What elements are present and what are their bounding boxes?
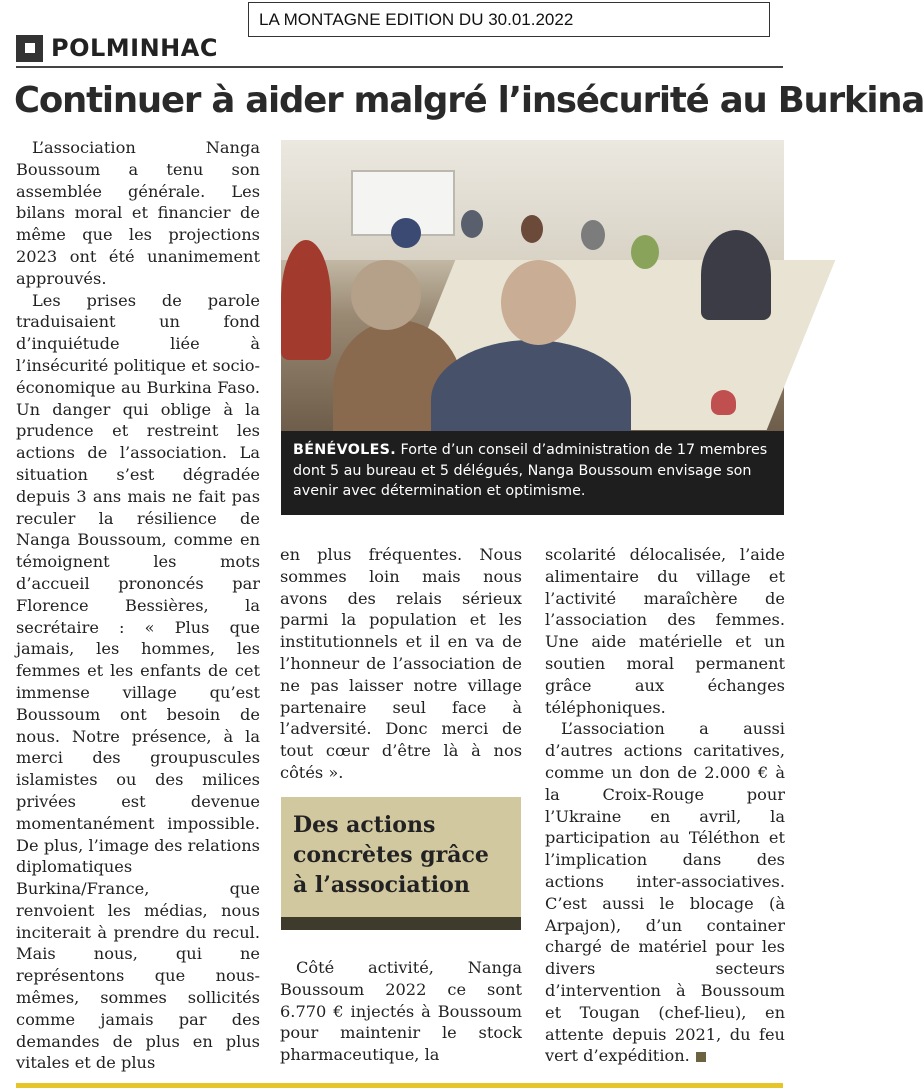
rubric-name: POLMINHAC <box>51 34 218 62</box>
subheading-box <box>281 797 521 917</box>
caption-lead: BÉNÉVOLES. <box>293 442 396 458</box>
paragraph: scolarité délocalisée, l’aide alimentaire du village et l’activité maraîchère de l’association des femmes. Une aide matérielle et un soutien moral permanent grâce aux échanges téléphoniques. <box>545 545 785 717</box>
photo-caption <box>281 431 784 515</box>
edition-label: LA MONTAGNE EDITION DU 30.01.2022 <box>248 2 770 37</box>
subheading-line: Des actions <box>293 812 436 838</box>
caption-text: Forte d’un conseil d’administration de 17 membres dont 5 au bureau et 5 délégués, Nanga Boussoum envisage son avenir avec détermination et optimisme. <box>293 442 768 499</box>
paragraph: L’association Nanga Boussoum a tenu son assemblée générale. Les bilans moral et financier de même que les projections 2023 ont été unanimement approuvés. <box>16 138 260 288</box>
bottom-rule <box>16 1083 783 1088</box>
headline: Continuer à aider malgré l’insécurité au Burkina <box>14 80 924 121</box>
article-column-2-continued <box>280 957 522 1066</box>
paragraph: Les prises de parole traduisaient un fond d’inquiétude liée à l’insécurité politique et socio-économique au Burkina Faso. Un danger qui oblige à la prudence et restreint les actions de l’association. La situation s’est dégradée depuis 3 ans mais ne fait pas reculer la résilience de Nanga Boussoum, comme en témoignent les mots d’accueil prononcés par Florence Bessières, la secrétaire : « Plus que jamais, les hommes, les femmes et les enfants de cet immense village qu’est Boussoum ont besoin de nous. Notre présence, à la merci des groupuscules islamistes ou des milices privées est devenue momentanément impossible. De plus, l’image des relations diplomatiques Burkina/France, que renvoient les médias, nous inciterait à prendre du recul. Mais nous, qui ne représentons que nous-mêmes, sommes sollicités comme jamais par des demandes de plus en plus vitales et de plus <box>16 290 260 1073</box>
paragraph: Côté activité, Nanga Boussoum 2022 ce sont 6.770 € injectés à Boussoum pour maintenir le stock pharmaceutique, la <box>280 958 522 1065</box>
subheading-line: concrètes grâce <box>293 842 489 868</box>
article-column-2 <box>280 544 522 784</box>
subheading-bar <box>281 917 521 930</box>
article-column-1 <box>16 137 260 1074</box>
paragraph-with-end <box>545 718 785 1067</box>
article-photo <box>281 140 784 431</box>
article-column-3 <box>545 544 785 1067</box>
subheading-line: à l’association <box>293 872 470 898</box>
square-icon <box>16 35 43 62</box>
rubric <box>16 31 218 65</box>
paragraph: L’association a aussi d’autres actions caritatives, comme un don de 2.000 € à la Croix-Rouge pour l’Ukraine en avril, la participation au Téléthon et l’implication dans des actions inter-associatives. C’est aussi le blocage (à Arpajon), d’un container chargé de matériel pour les divers secteurs d’intervention à Boussoum et Tougan (chef-lieu), en attente depuis 2021, du feu vert d’expédition. <box>545 719 785 1066</box>
end-square-icon <box>696 1052 706 1062</box>
paragraph: en plus fréquentes. Nous sommes loin mais nous avons des relais sérieux parmi la population et les institutionnels et il en va de l’honneur de l’association de ne pas laisser notre village partenaire seul face à l’adversité. Donc merci de tout cœur d’être là à nos côtés ». <box>280 545 522 782</box>
top-rule <box>16 66 783 68</box>
